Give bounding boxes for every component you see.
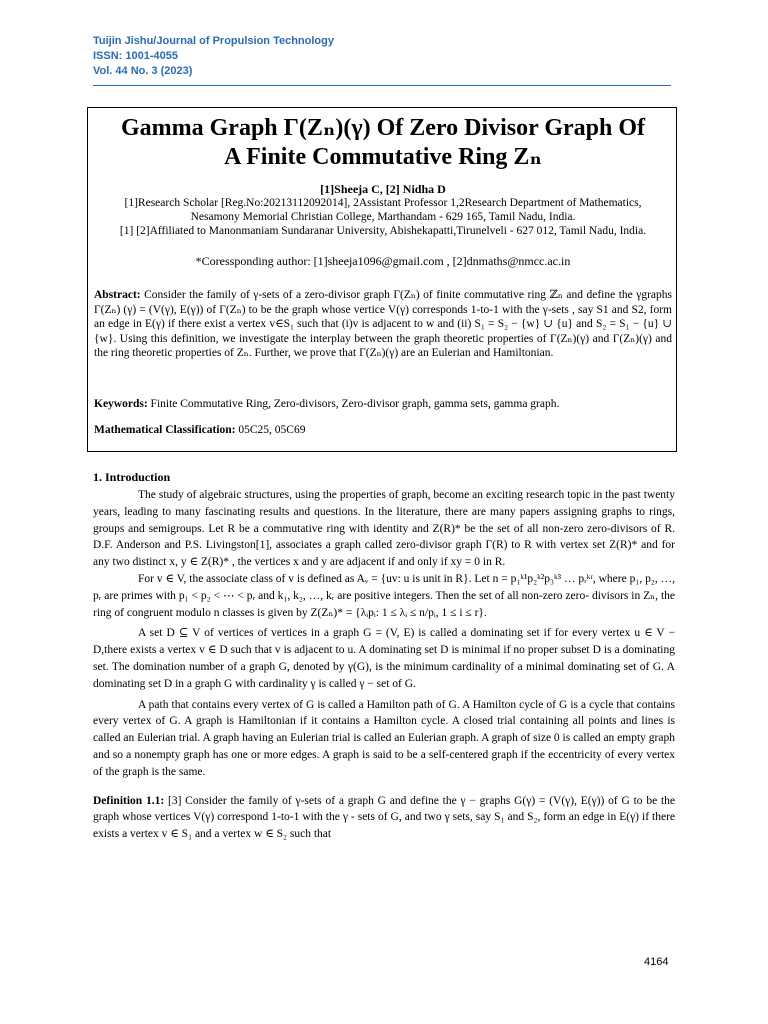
classification-text: 05C25, 05C69 [238,424,306,436]
definition-1-1 [93,793,675,843]
intro-paragraph-1: The study of algebraic structures, using the properties of graph, become an exciting research topic in the past twenty years, leading to many fascinating results and questions. In the literature, there are many papers assigning graphs to rings, groups and semigroups. Let R be a commutative ring with identity and Z(R)* be the set of all non-zero zero-divisors of R. D.F. Anderson and P.S. Livingston[1], associates a graph called zero-divisor graph Γ(R) to R with vertex set Z(R)* and for any two distinct x, y ∈ Z(R)* , the vertices x and y are adjacent if and only if xy = 0 in R. [93,489,675,569]
journal-volume: Vol. 44 No. 3 (2023) [93,65,193,77]
title-line-1: Gamma Graph Γ(Zₙ)(γ) Of Zero Divisor Graph Of [120,115,646,141]
abstract-text: Consider the family of γ-sets of a zero-divisor graph Γ(Zₙ) of finite commutative ring ℤₙ and define the γgraphs Γ(Zₙ) (γ) = (V(γ), E(γ)) of Γ(Zₙ) to be the graph whose vertice V(γ) corresponds 1-to-1 with the γ-sets , say S1 and S2, form an edge in E(γ) if there exist a vertex v∈S₁ such that (i)v is adjacent to w and (ii) S₁ = S₂ − {w} ∪ {u} and S₂ = S₁ − {u} ∪ {w}. Using this definition, we investigate the interplay between the graph theoretic properties of Γ(Zₙ)(γ) and Γ(Zₙ)(γ) and the ring theoretic properties of Zₙ. Further, we prove that Γ(Zₙ)(γ) are an Eulerian and Hamiltonian. [94,289,673,359]
affiliation-2: [1] [2]Affiliated to Manonmaniam Sundaranar University, Abishekapatti,Tirunelveli - 627 012, Tamil Nadu, India. [119,225,647,237]
title-line-2: A Finite Commutative Ring Zₙ [224,144,542,170]
affiliation-1: [1]Research Scholar [Reg.No:20213112092014], 2Assistant Professor 1,2Research Department of Mathematics, Nesamony Memorial Christian College, Marthandam - 629 165, Tamil Nadu, India. [124,197,642,223]
authors: [1]Sheeja C, [2] Nidha D [320,182,446,196]
intro-paragraph-3: A set D ⊆ V of vertices of vertices in a graph G = (V, E) is called a dominating set if for every vertex u ∈ V − D,there exists a vertex v ∈ D such that v is adjacent to u. A dominating set D is minimal if no proper subset D is a dominating set. The domination number of a graph G, denoted by γ(G), is the minimum cardinality of a minimal dominating set of G. A dominating set D in a graph G with cardinality γ is called γ − set of G. [93,627,675,690]
journal-header [93,34,334,79]
corresponding-author: *Coressponding author: [1]sheeja1096@gmail.com , [2]dnmaths@nmcc.ac.in [195,254,571,268]
title-abstract-box [87,107,677,452]
keywords [94,398,672,410]
keywords-label: Keywords: [94,398,148,410]
classification-label: Mathematical Classification: [94,424,236,436]
paper-title [88,114,678,172]
intro-paragraph-4: A path that contains every vertex of G is called a Hamilton path of G. A Hamilton cycle of G is a cycle that contains every vertex of G. A graph is Hamiltonian if it contains a Hamilton cycle. A closed trial containing all points and lines is called an Eulerian trial. A graph having an Eulerian trial is called an Eulerian graph. A graph of size 0 is called an empty graph and so a nonempty graph has one or more edges. A graph is said to be a self-centered graph if the eccentricity of every vertex of the graph is the same. [93,698,675,778]
classification [94,424,672,436]
affiliations [100,196,666,238]
intro-body [93,487,675,843]
header-rule [93,85,671,86]
abstract-label: Abstract: [94,289,141,301]
page-number: 4164 [644,956,669,968]
journal-issn: ISSN: 1001-4055 [93,50,178,62]
intro-paragraph-2: For v ∈ V, the associate class of v is defined as Aᵥ = {uv: u is unit in R}. Let n = p₁ᵏ¹p₂ᵏ²p₃ᵏ³ … pᵣᵏʳ, where p₁, p₂, …, pᵣ are primes with p₁ < p₂ < ⋯ < pᵣ and k₁, k₂, …, kᵣ are positive integers. Then the set of all non-zero zero- divisors in Zₙ, the ring of congruent modulo n classes is given by Z(Zₙ)* = {λᵢpᵢ: 1 ≤ λᵢ ≤ n/pᵢ, 1 ≤ i ≤ r}. [93,572,675,619]
definition-text: [3] Consider the family of γ-sets of a graph G and define the γ − graphs G(γ) = (V(γ), E(γ)) of G to be the graph whose vertices V(γ) correspond 1-to-1 with the γ - sets of G, and two γ sets, say S₁ and S₂, form an edge in E(γ) if there exists a vertex v ∈ S₁ and a vertex w ∈ S₂ such that [93,794,676,841]
keywords-text: Finite Commutative Ring, Zero-divisors, Zero-divisor graph, gamma sets, gamma graph. [150,398,560,410]
section-heading: 1. Introduction [93,470,171,484]
definition-label: Definition 1.1: [93,794,165,807]
abstract [94,288,672,361]
journal-name: Tuijin Jishu/Journal of Propulsion Technology [93,35,334,47]
